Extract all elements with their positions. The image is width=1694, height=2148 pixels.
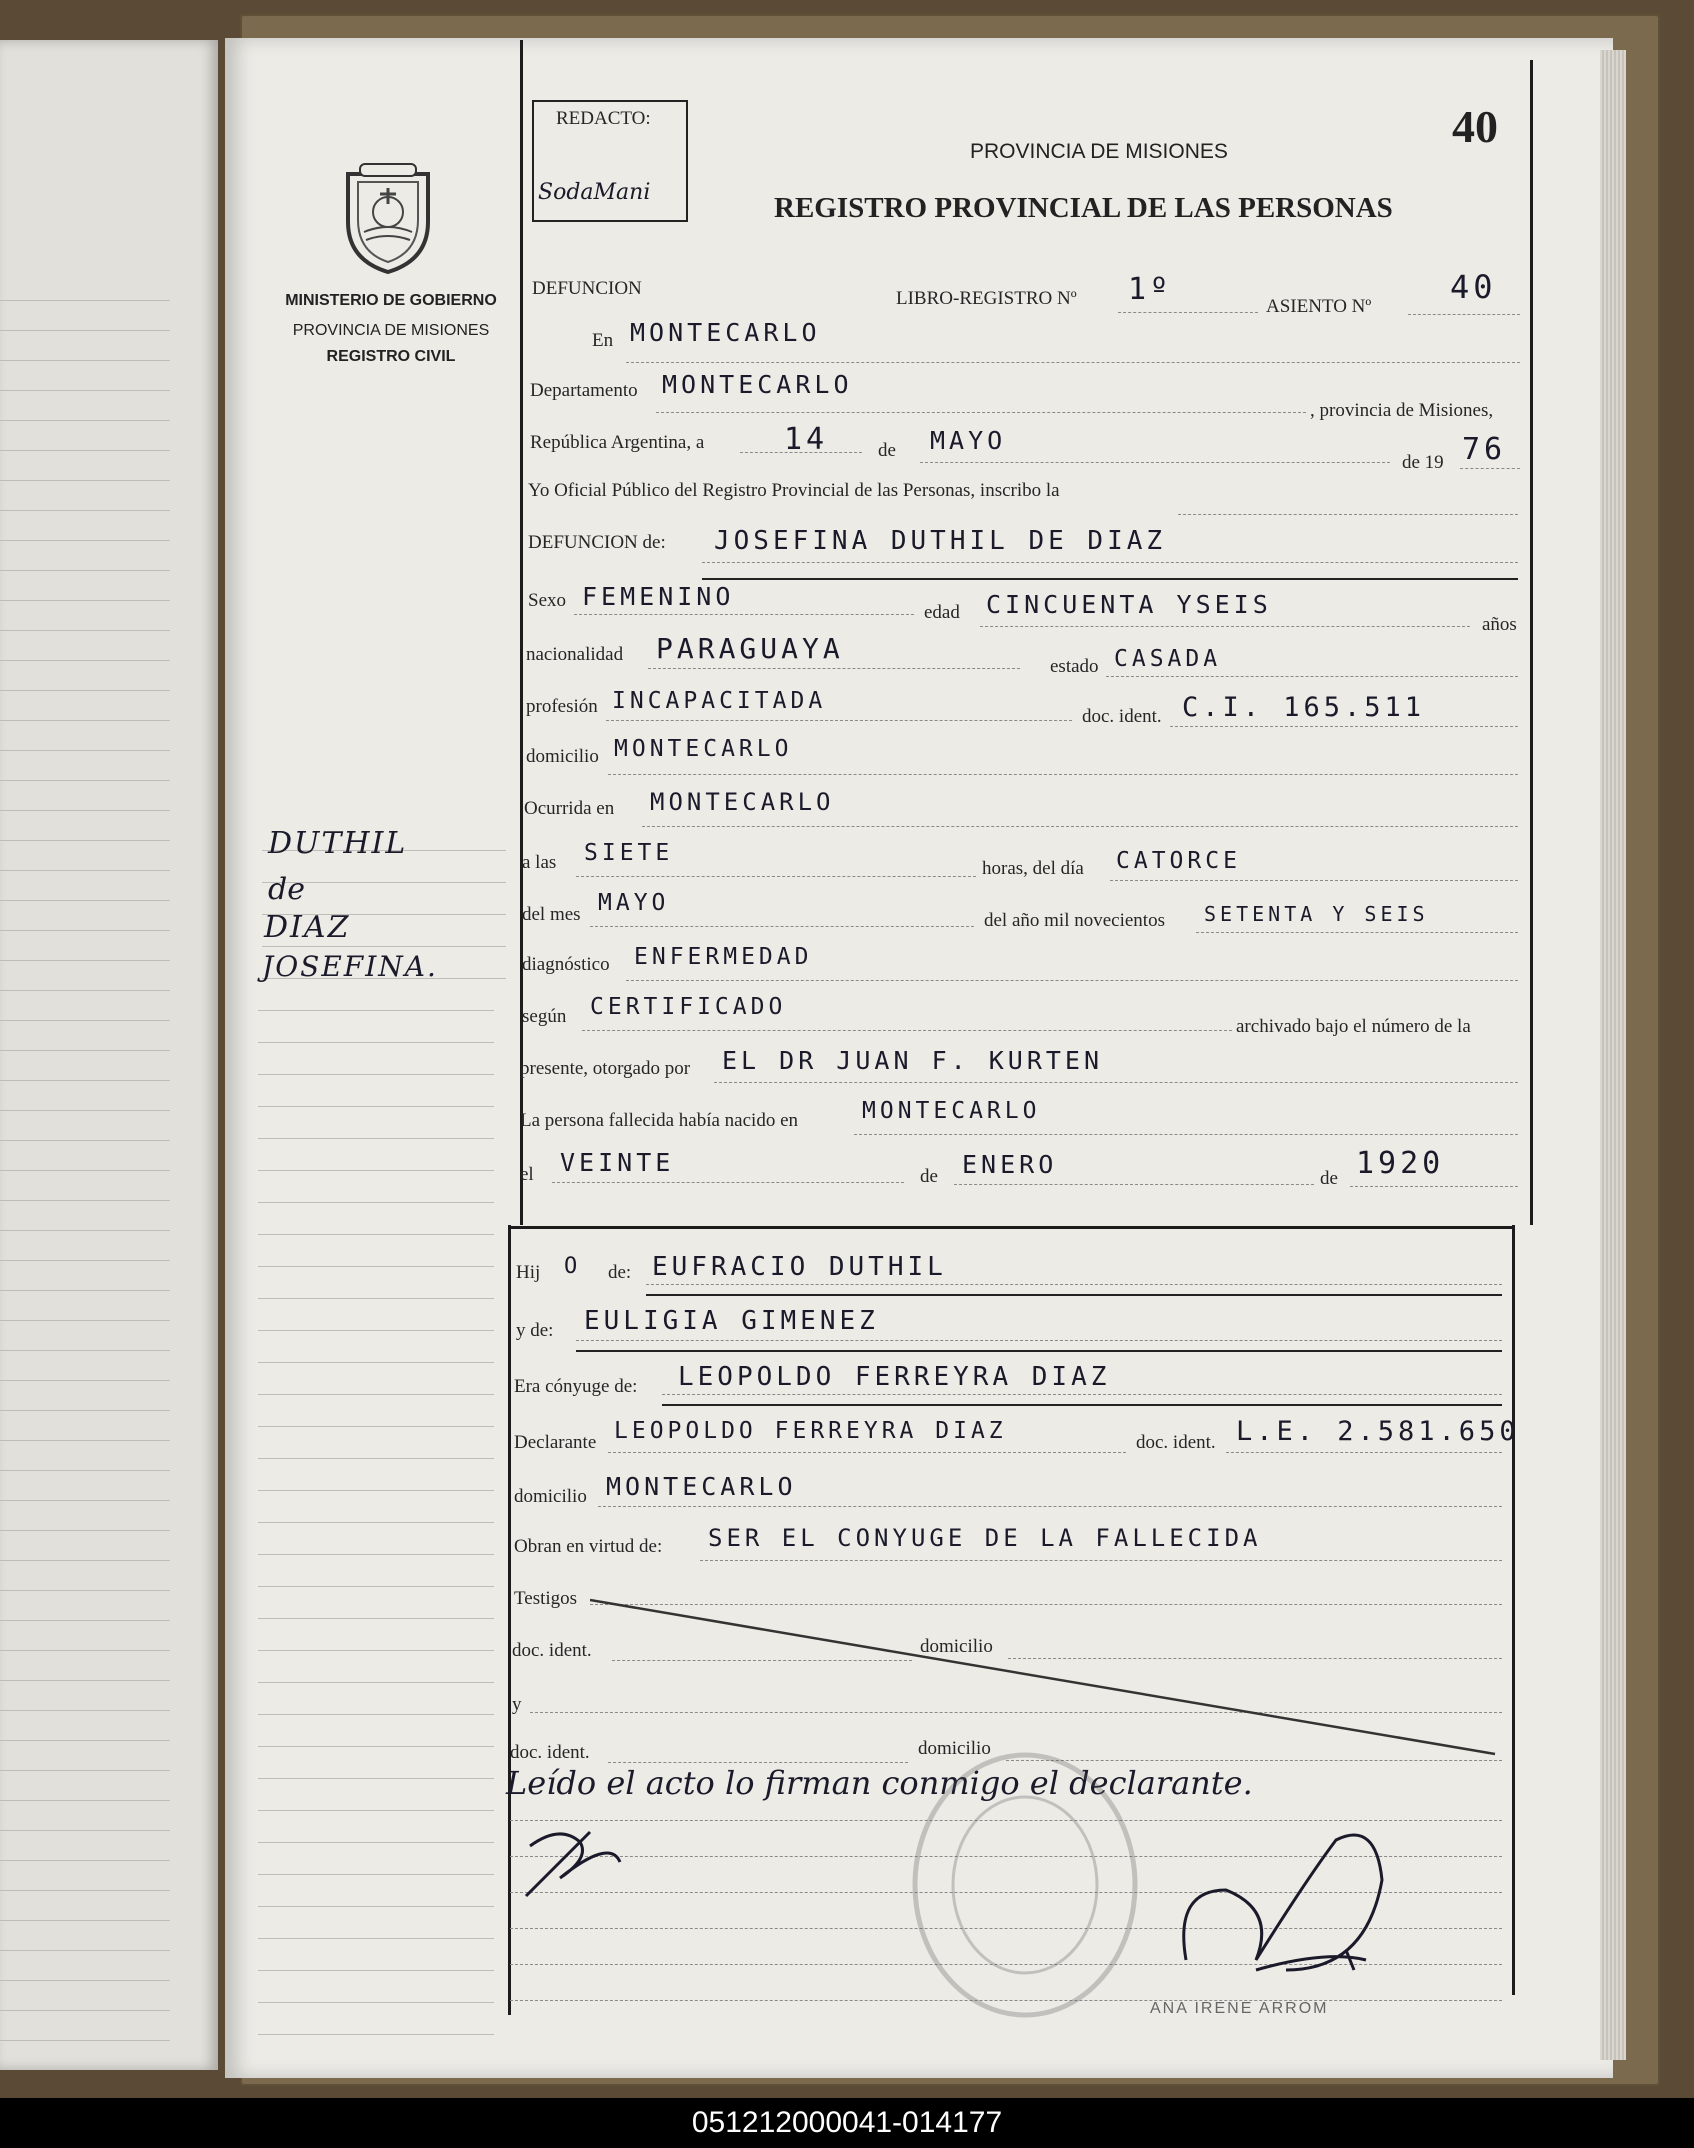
left-page-ruled-line	[0, 1920, 170, 1921]
margin-ruled-line	[258, 1522, 494, 1523]
ministry-line1: MINISTERIO DE GOBIERNO	[285, 292, 497, 309]
frame-right-lower	[1512, 1225, 1515, 1995]
anio-value-line	[1196, 932, 1518, 933]
left-page-ruled-line	[0, 540, 170, 541]
decl-domicilio-label: domicilio	[514, 1486, 587, 1507]
t2-dom-label: domicilio	[918, 1738, 991, 1759]
segun-label: según	[522, 1006, 567, 1027]
margin-ruled-line	[258, 1106, 494, 1107]
departamento-value: MONTECARLO	[662, 370, 853, 399]
padre-double-line	[646, 1294, 1502, 1296]
fecha-dia: 14	[784, 422, 829, 457]
left-page-ruled-line	[0, 1290, 170, 1291]
en-value: MONTECARLO	[630, 318, 821, 347]
left-page-ruled-line	[0, 900, 170, 901]
page-number: 40	[1452, 101, 1498, 152]
frame-right-upper	[1530, 60, 1533, 1225]
oficial-statement: Yo Oficial Público del Registro Provincial de las Personas, inscribo la	[528, 480, 1060, 501]
nacionalidad-line	[648, 668, 1020, 669]
left-page-ruled-line	[0, 1470, 170, 1471]
domicilio-label: domicilio	[526, 746, 599, 767]
left-page	[0, 40, 218, 2070]
left-page-ruled-line	[0, 1680, 170, 1681]
left-page-ruled-line	[0, 420, 170, 421]
margin-ruled-line	[258, 1074, 494, 1075]
margin-ruled-line	[258, 1874, 494, 1875]
left-page-ruled-line	[0, 690, 170, 691]
conyuge-value: LEOPOLDO FERREYRA DIAZ	[678, 1362, 1111, 1392]
margin-note-surname2: DIAZ	[264, 910, 351, 945]
anio-line	[1460, 468, 1520, 469]
left-page-ruled-line	[0, 1380, 170, 1381]
margin-ruled-line	[258, 1234, 494, 1235]
asiento-line	[1408, 314, 1520, 315]
madre-double-line	[576, 1350, 1502, 1352]
oficial-line	[1178, 514, 1518, 515]
ocurrida-label: Ocurrida en	[524, 798, 615, 819]
profesion-line	[606, 720, 1072, 721]
padre-line	[646, 1284, 1502, 1285]
edad-value: CINCUENTA YSEIS	[986, 590, 1272, 619]
madre-line	[576, 1340, 1502, 1341]
diagnostico-value: ENFERMEDAD	[634, 944, 813, 970]
decl-doc-label: doc. ident.	[1136, 1432, 1216, 1453]
left-page-ruled-line	[0, 1260, 170, 1261]
footer-id: 051212000041-014177	[0, 2098, 1694, 2148]
hijo-de-label: de:	[608, 1262, 632, 1283]
left-page-ruled-line	[0, 1200, 170, 1201]
margin-ruled-line	[258, 1554, 494, 1555]
left-page-ruled-line	[0, 870, 170, 871]
dia-line	[740, 452, 862, 453]
estado-value: CASADA	[1114, 646, 1222, 672]
segun-value: CERTIFICADO	[590, 994, 787, 1020]
nac-anio-line	[1350, 1186, 1518, 1187]
frame-left-upper	[520, 40, 523, 1225]
del-anio-label: del año mil novecientos	[984, 910, 1165, 931]
horas-label: horas, del día	[982, 858, 1084, 879]
left-page-ruled-line	[0, 1590, 170, 1591]
left-page-ruled-line	[0, 2010, 170, 2011]
libro-line	[1118, 312, 1258, 313]
nacido-line	[854, 1134, 1518, 1135]
a-las-line	[576, 876, 976, 877]
fecha-mes: MAYO	[930, 426, 1007, 455]
dia-value: CATORCE	[1116, 848, 1241, 874]
a-las-value: SIETE	[584, 840, 674, 866]
profesion-label: profesión	[526, 696, 598, 717]
margin-ruled-line	[258, 2002, 494, 2003]
asiento-label: ASIENTO Nº	[1266, 296, 1372, 317]
diagnostico-label: diagnóstico	[522, 954, 610, 975]
left-page-ruled-line	[0, 570, 170, 571]
margin-note-surname: DUTHIL	[268, 826, 408, 861]
left-page-ruled-line	[0, 600, 170, 601]
left-page-ruled-line	[0, 810, 170, 811]
dia-value-line	[1110, 880, 1518, 881]
edad-line	[980, 626, 1470, 627]
left-page-ruled-line	[0, 660, 170, 661]
left-page-ruled-line	[0, 1530, 170, 1531]
republica-label: República Argentina, a	[530, 432, 705, 453]
domicilio-line	[608, 774, 1518, 775]
margin-ruled-line	[258, 2034, 494, 2035]
left-page-ruled-line	[0, 1800, 170, 1801]
hijo-suffix: O	[564, 1254, 582, 1279]
margin-ruled-line	[258, 1042, 494, 1043]
left-page-ruled-line	[0, 450, 170, 451]
margin-ruled-line	[258, 1010, 494, 1011]
de19-label: de 19	[1402, 452, 1444, 473]
left-page-ruled-line	[0, 960, 170, 961]
sexo-value: FEMENINO	[582, 582, 735, 611]
margin-note-de: de	[268, 872, 305, 907]
left-page-ruled-line	[0, 1560, 170, 1561]
nacido-label: La persona fallecida había nacido en	[520, 1110, 798, 1131]
nac-dia: VEINTE	[560, 1148, 675, 1177]
departamento-line	[656, 412, 1306, 413]
conyuge-double-line	[662, 1404, 1502, 1406]
margin-note-firstname: JOSEFINA.	[262, 950, 438, 983]
el-label: el	[520, 1164, 534, 1185]
conyuge-line	[662, 1394, 1502, 1395]
testigos-label: Testigos	[514, 1588, 578, 1609]
margin-ruled-line	[258, 1202, 494, 1203]
nac-dia-line	[552, 1182, 904, 1183]
libro-label: LIBRO-REGISTRO Nº	[896, 288, 1077, 309]
left-page-ruled-line	[0, 330, 170, 331]
redacto-box	[532, 100, 688, 222]
left-page-ruled-line	[0, 1080, 170, 1081]
ocurrida-line	[642, 826, 1518, 827]
left-page-ruled-line	[0, 1980, 170, 1981]
left-page-ruled-line	[0, 1830, 170, 1831]
archivado-label: archivado bajo el número de la	[1236, 1016, 1471, 1037]
left-page-ruled-line	[0, 750, 170, 751]
nacionalidad-value: PARAGUAYA	[656, 632, 844, 665]
registry-title: REGISTRO PROVINCIAL DE LAS PERSONAS	[774, 192, 1393, 224]
left-page-ruled-line	[0, 360, 170, 361]
nac-mes: ENERO	[962, 1150, 1058, 1179]
left-page-ruled-line	[0, 1710, 170, 1711]
conyuge-label: Era cónyuge de:	[514, 1376, 638, 1397]
official-stamp-icon	[910, 1750, 1140, 2020]
hijo-label: Hij	[516, 1262, 541, 1283]
obran-value: SER EL CONYUGE DE LA FALLECIDA	[708, 1524, 1262, 1552]
doc-ident-label: doc. ident.	[1082, 706, 1162, 727]
en-line	[626, 362, 1520, 363]
decl-doc-line	[1226, 1452, 1502, 1453]
decl-doc-value: L.E. 2.581.650	[1236, 1416, 1520, 1447]
declarante-line	[608, 1452, 1126, 1453]
nac-anio: 1920	[1356, 1146, 1445, 1181]
fecha-anio: 76	[1462, 432, 1507, 467]
presente-label: presente, otorgado por	[520, 1058, 691, 1079]
left-page-ruled-line	[0, 480, 170, 481]
left-page-ruled-line	[0, 1050, 170, 1051]
left-page-ruled-line	[0, 630, 170, 631]
margin-ruled-line	[258, 1746, 494, 1747]
departamento-label: Departamento	[530, 380, 638, 401]
margin-ruled-line	[258, 1970, 494, 1971]
anos-label: años	[1482, 614, 1517, 635]
ministry-line3: REGISTRO CIVIL	[326, 348, 456, 365]
sexo-line	[574, 614, 914, 615]
left-page-ruled-line	[0, 1620, 170, 1621]
officer-name: ANA IRENE ARROM	[1150, 2000, 1329, 2017]
margin-ruled-line	[262, 946, 506, 947]
margin-ruled-line	[258, 1906, 494, 1907]
initials-signature-icon	[520, 1818, 630, 1898]
deceased-name: JOSEFINA DUTHIL DE DIAZ	[714, 526, 1167, 556]
margin-ruled-line	[258, 1810, 494, 1811]
decl-domicilio-line	[598, 1506, 1502, 1507]
province-title: PROVINCIA DE MISIONES	[970, 140, 1228, 163]
declarante-value: LEOPOLDO FERREYRA DIAZ	[614, 1418, 1007, 1444]
margin-ruled-line	[258, 1362, 494, 1363]
left-page-ruled-line	[0, 1860, 170, 1861]
margin-ruled-line	[258, 1426, 494, 1427]
left-page-ruled-line	[0, 990, 170, 991]
domicilio-value: MONTECARLO	[614, 736, 793, 762]
left-page-ruled-line	[0, 1110, 170, 1111]
left-page-ruled-line	[0, 1770, 170, 1771]
left-page-ruled-line	[0, 300, 170, 301]
doc-ident-value: C.I. 165.511	[1182, 692, 1426, 723]
margin-ruled-line	[258, 1714, 494, 1715]
left-page-ruled-line	[0, 1440, 170, 1441]
left-page-ruled-line	[0, 1320, 170, 1321]
madre-name: EULIGIA GIMENEZ	[584, 1306, 879, 1336]
emblem-icon	[338, 160, 438, 276]
estado-label: estado	[1050, 656, 1099, 677]
nac-mes-line	[954, 1184, 1314, 1185]
left-page-ruled-line	[0, 780, 170, 781]
left-page-ruled-line	[0, 1890, 170, 1891]
t2-doc-label: doc. ident.	[510, 1742, 590, 1763]
left-page-ruled-line	[0, 930, 170, 931]
anio-value: SETENTA Y SEIS	[1204, 902, 1429, 926]
nac-de2-label: de	[1320, 1168, 1338, 1189]
left-page-ruled-line	[0, 1350, 170, 1351]
margin-ruled-line	[258, 1586, 494, 1587]
presente-value: EL DR JUAN F. KURTEN	[722, 1046, 1104, 1075]
left-page-ruled-line	[0, 1650, 170, 1651]
edad-label: edad	[924, 602, 960, 623]
left-page-ruled-line	[0, 510, 170, 511]
estado-line	[1106, 676, 1518, 677]
margin-ruled-line	[258, 1650, 494, 1651]
margin-ruled-line	[258, 1330, 494, 1331]
del-mes-label: del mes	[522, 904, 581, 925]
margin-ruled-line	[258, 1842, 494, 1843]
obran-line	[700, 1560, 1502, 1561]
closing-statement: Leído el acto lo firman conmigo el declarante.	[506, 1764, 1253, 1802]
left-page-ruled-line	[0, 1140, 170, 1141]
t2-doc-line	[608, 1762, 908, 1763]
left-page-ruled-line	[0, 1020, 170, 1021]
margin-ruled-line	[258, 1394, 494, 1395]
decl-domicilio-value: MONTECARLO	[606, 1472, 797, 1501]
deceased-double-line	[702, 578, 1518, 580]
declarante-label: Declarante	[514, 1432, 597, 1453]
margin-ruled-line	[258, 1618, 494, 1619]
left-page-ruled-line	[0, 1740, 170, 1741]
t1-dom-label: domicilio	[920, 1636, 993, 1657]
sexo-label: Sexo	[528, 590, 566, 611]
margin-ruled-line	[258, 1138, 494, 1139]
margin-ruled-line	[258, 1778, 494, 1779]
defuncion-heading: DEFUNCION	[532, 278, 642, 299]
y-de-label: y de:	[516, 1320, 554, 1341]
presente-line	[714, 1082, 1518, 1083]
left-page-ruled-line	[0, 1950, 170, 1951]
cancel-line	[590, 1598, 1500, 1758]
a-las-label: a las	[522, 852, 557, 873]
diagnostico-line	[626, 980, 1518, 981]
mes-line	[920, 462, 1390, 463]
mes-value: MAYO	[598, 890, 670, 916]
left-page-ruled-line	[0, 2040, 170, 2041]
asiento-value: 40	[1450, 268, 1497, 306]
en-label: En	[592, 330, 614, 351]
margin-ruled-line	[258, 1938, 494, 1939]
padre-name: EUFRACIO DUTHIL	[652, 1252, 947, 1282]
left-page-ruled-line	[0, 1170, 170, 1171]
t1-doc-label: doc. ident.	[512, 1640, 592, 1661]
obran-label: Obran en virtud de:	[514, 1536, 663, 1557]
profesion-value: INCAPACITADA	[612, 688, 827, 714]
redacto-label: REDACTO:	[556, 108, 651, 129]
margin-ruled-line	[258, 1170, 494, 1171]
de-label: de	[878, 440, 896, 461]
margin-ruled-line	[258, 1458, 494, 1459]
doc-ident-line	[1170, 726, 1518, 727]
ocurrida-value: MONTECARLO	[650, 788, 835, 816]
page-edge	[1600, 50, 1626, 2060]
left-page-ruled-line	[0, 390, 170, 391]
deceased-line	[702, 562, 1518, 563]
left-page-ruled-line	[0, 1500, 170, 1501]
section-divider	[508, 1226, 1515, 1229]
officer-signature-icon	[1166, 1820, 1406, 2000]
nacido-value: MONTECARLO	[862, 1098, 1041, 1124]
left-page-ruled-line	[0, 1410, 170, 1411]
redacto-value: SodaMani	[538, 180, 651, 205]
y-label: y	[512, 1694, 522, 1715]
left-page-ruled-line	[0, 1230, 170, 1231]
margin-ruled-line	[258, 1266, 494, 1267]
margin-ruled-line	[258, 1490, 494, 1491]
libro-value: 1º	[1128, 272, 1173, 307]
nacionalidad-label: nacionalidad	[526, 644, 624, 665]
margin-ruled-line	[258, 1298, 494, 1299]
left-page-ruled-line	[0, 720, 170, 721]
ministry-line2: PROVINCIA DE MISIONES	[292, 322, 490, 339]
left-page-ruled-line	[0, 840, 170, 841]
provincia-label: , provincia de Misiones,	[1310, 400, 1494, 421]
mes-value-line	[590, 926, 974, 927]
frame-left-lower	[508, 1225, 511, 2015]
segun-line	[582, 1030, 1232, 1031]
defuncion-de-label: DEFUNCION de:	[528, 532, 666, 553]
margin-ruled-line	[258, 1682, 494, 1683]
nac-de-label: de	[920, 1166, 938, 1187]
